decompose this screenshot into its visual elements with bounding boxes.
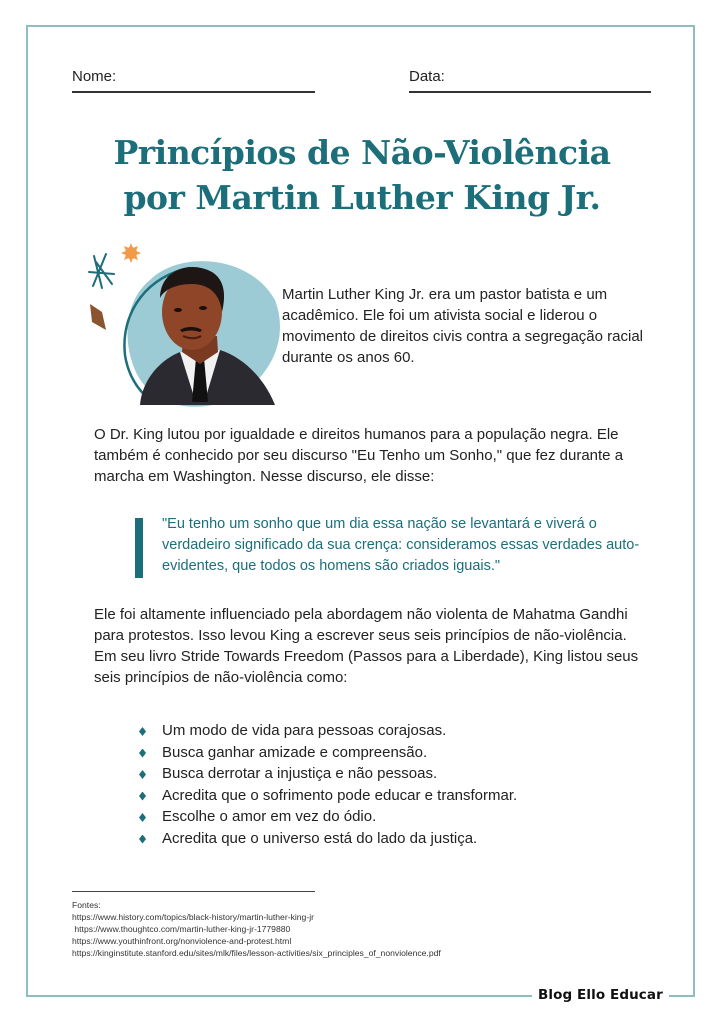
name-line: [72, 91, 315, 93]
name-field[interactable]: [72, 68, 116, 85]
diamond-bullet-icon: [139, 792, 146, 801]
title-line-1: Princípios de Não-Violência: [113, 133, 611, 172]
diamond-bullet-icon: [139, 727, 146, 736]
date-field[interactable]: [409, 68, 445, 85]
gandhi-text: Ele foi altamente influenciado pela abordagem não violenta de Mahatma Gandhi para protestos. Isso levou King a escrever seus seis princípios de não-violência.: [94, 606, 628, 644]
brand-label: Blog Ello Educar: [532, 987, 669, 1003]
name-label: Nome:: [72, 68, 117, 85]
gandhi-paragraph: [94, 604, 654, 688]
list-item: Escolhe o amor em vez do ódio.: [136, 806, 576, 828]
quote-bar: [135, 518, 143, 578]
sources-block: [72, 899, 441, 959]
intro-paragraph: Martin Luther King Jr. era um pastor batista e um acadêmico. Ele foi um ativista social e liderou o movimento de direitos civis contra a segregação racial durante os anos 60.: [282, 286, 644, 366]
asterisk-icon: [89, 254, 114, 288]
source-link[interactable]: https://www.youthinfront.org/nonviolence-and-protest.html: [72, 936, 292, 946]
diamond-bullet-icon: [139, 770, 146, 779]
diamond-bullet-icon: [139, 813, 146, 822]
diamond-bullet-icon: [139, 749, 146, 758]
list-item: Um modo de vida para pessoas corajosas.: [136, 720, 576, 742]
principles-list: [136, 720, 576, 849]
title-line-2: por Martin Luther King Jr.: [123, 178, 601, 217]
mlk-portrait-illustration: [80, 240, 280, 410]
source-link[interactable]: https://www.thoughtco.com/martin-luther-king-jr-1779880: [72, 924, 291, 934]
sources-label: Fontes:: [72, 900, 101, 910]
quote-text: "Eu tenho um sonho que um dia essa nação se levantará e viverá o verdadeiro significado da sua crença: consideramos essas verdades auto-evidentes, que todos os homens são criados iguais.": [162, 516, 640, 574]
date-label: Data:: [409, 68, 445, 85]
source-link[interactable]: https://kinginstitute.stanford.edu/sites/mlk/files/lesson-activities/six_principles_of_nonviolence.pdf: [72, 948, 441, 958]
list-item: Acredita que o universo está do lado da justiça.: [136, 828, 576, 850]
source-link[interactable]: https://www.history.com/topics/black-history/martin-luther-king-jr: [72, 912, 314, 922]
sun-icon: [121, 243, 141, 263]
page-title: [60, 130, 664, 220]
book-text: Em seu livro Stride Towards Freedom (Passos para a Liberdade), King listou seus seis princípios de não-violência como:: [94, 648, 639, 686]
speech-paragraph: O Dr. King lutou por igualdade e direitos humanos para a população negra. Ele também é conhecido por seu discurso "Eu Tenho um Sonho," que fez durante a marcha em Washington. Nesse discurso, ele disse:: [94, 426, 624, 485]
list-item: Acredita que o sofrimento pode educar e transformar.: [136, 785, 576, 807]
date-line: [409, 91, 651, 93]
diamond-bullet-icon: [139, 835, 146, 844]
diamond-shape: [90, 304, 106, 330]
list-item: Busca ganhar amizade e compreensão.: [136, 742, 576, 764]
list-item: Busca derrotar a injustiça e não pessoas.: [136, 763, 576, 785]
sources-divider: [72, 891, 315, 892]
